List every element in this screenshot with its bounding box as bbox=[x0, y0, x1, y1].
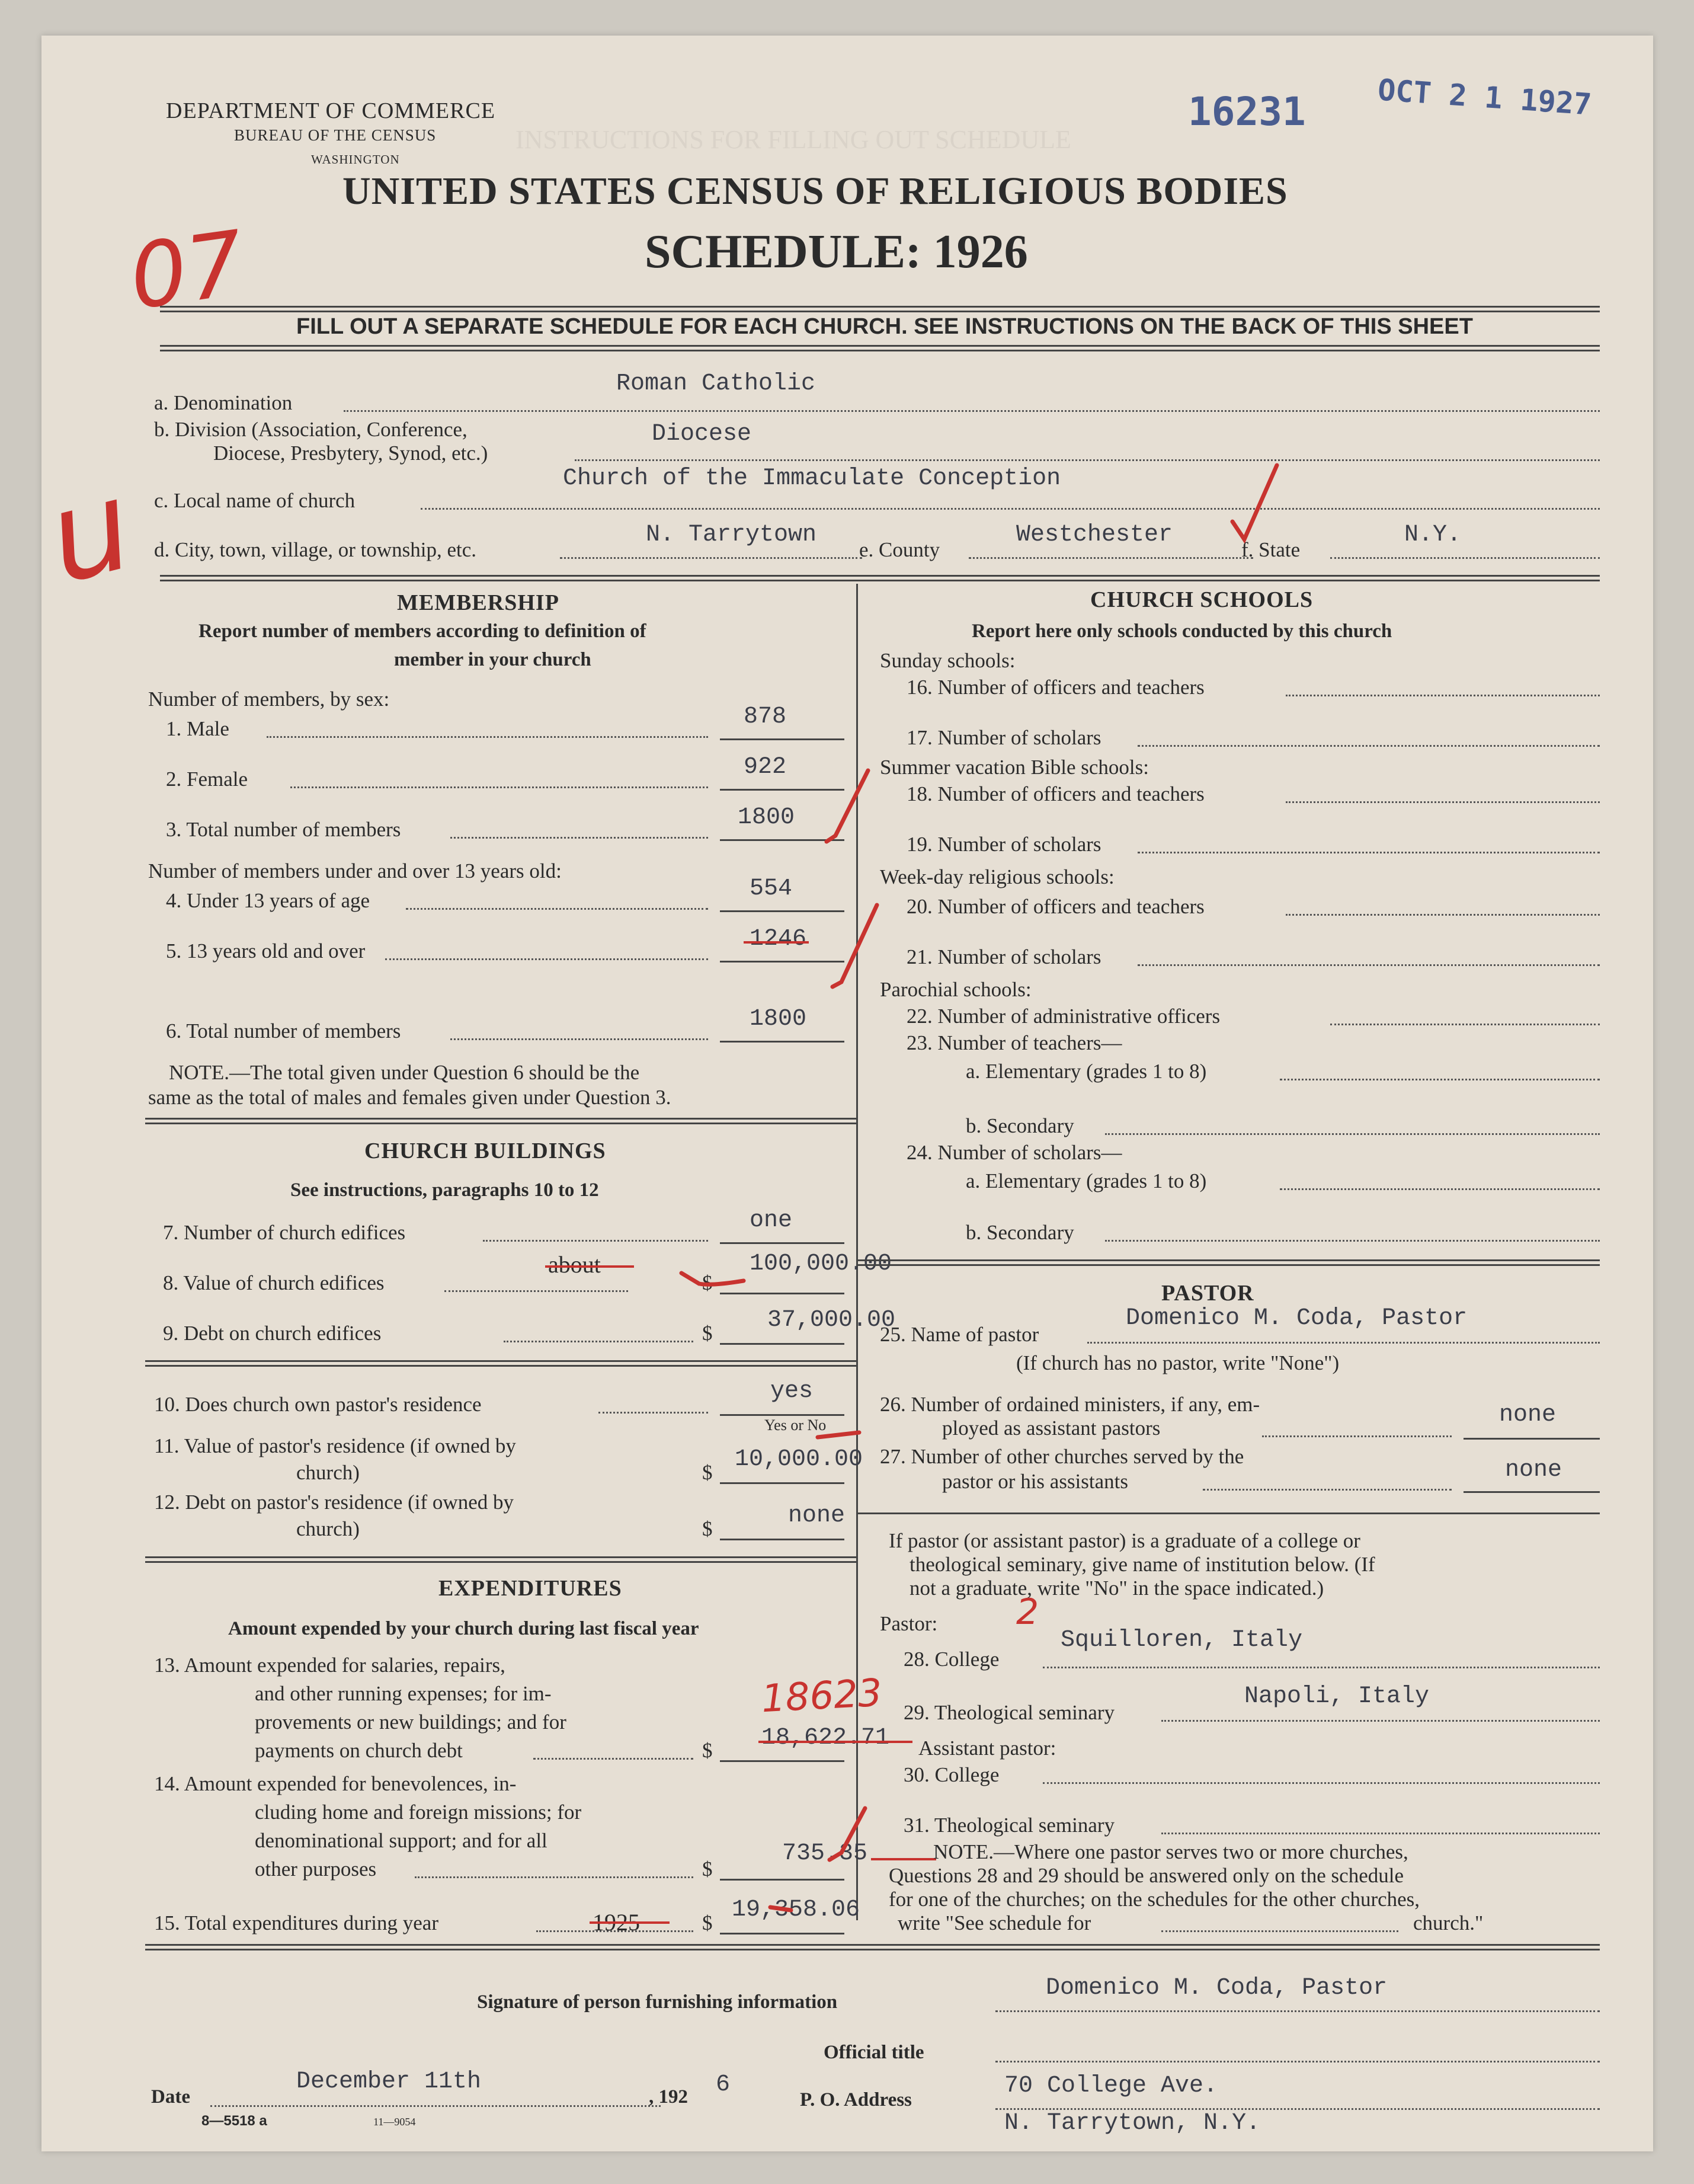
q29-leader bbox=[1161, 1720, 1600, 1722]
q26-value: none bbox=[1499, 1402, 1557, 1428]
q15-dollar: $ bbox=[702, 1911, 713, 1934]
year-digit: 6 bbox=[716, 2071, 731, 2098]
pastor-note-line2: Questions 28 and 29 should be answered only on the schedule bbox=[889, 1864, 1404, 1887]
city-label: WASHINGTON bbox=[311, 152, 400, 167]
q11-dollar: $ bbox=[702, 1461, 713, 1484]
q14-red-arrow bbox=[871, 1858, 936, 1860]
date-line bbox=[210, 2105, 661, 2107]
q4-answer-line bbox=[720, 910, 844, 912]
q27-line2: pastor or his assistants bbox=[942, 1470, 1129, 1493]
q11-label: 11. Value of pastor's residence (if owned by bbox=[154, 1434, 516, 1457]
signature-value: Domenico M. Coda, Pastor bbox=[1046, 1975, 1388, 2001]
q27-leader bbox=[1203, 1489, 1452, 1491]
q22-label: 22. Number of administrative officers bbox=[907, 1005, 1221, 1028]
q15-struck-year: 1925 bbox=[593, 1909, 640, 1936]
q26-leader bbox=[1262, 1435, 1452, 1437]
pastor-note-blank bbox=[1161, 1930, 1398, 1932]
assistant-pastor-label: Assistant pastor: bbox=[918, 1737, 1056, 1760]
membership-subtitle-cont: member in your church bbox=[394, 649, 591, 670]
county-value: Westchester bbox=[1016, 522, 1173, 548]
q28-value: Squilloren, Italy bbox=[1061, 1627, 1303, 1654]
q16-label: 16. Number of officers and teachers bbox=[907, 676, 1205, 699]
q3-answer-line bbox=[720, 839, 844, 841]
year-prefix: , 192 bbox=[649, 2086, 688, 2108]
q10-answer-line bbox=[720, 1414, 844, 1416]
q29-label: 29. Theological seminary bbox=[904, 1701, 1115, 1724]
schools-title: CHURCH SCHOOLS bbox=[1090, 587, 1314, 612]
footer-top-rule bbox=[145, 1944, 1600, 1950]
q10-label: 10. Does church own pastor's residence bbox=[154, 1393, 482, 1416]
members-by-sex: Number of members, by sex: bbox=[148, 688, 390, 711]
q11-value: 10,000.00 bbox=[735, 1446, 863, 1473]
q10-value: yes bbox=[770, 1378, 814, 1405]
q20-label: 20. Number of officers and teachers bbox=[907, 895, 1205, 918]
q1-leader bbox=[267, 736, 708, 738]
q23-label: 23. Number of teachers— bbox=[907, 1031, 1122, 1054]
q25-hint: (If church has no pastor, write "None") bbox=[1016, 1351, 1340, 1374]
q16-leader bbox=[1286, 695, 1600, 696]
q8-red-strike bbox=[545, 1265, 634, 1268]
denomination-line bbox=[344, 410, 1600, 412]
q9-answer-line bbox=[720, 1343, 844, 1345]
q22-leader bbox=[1330, 1024, 1600, 1025]
q13-dollar: $ bbox=[702, 1739, 713, 1762]
q10-leader bbox=[598, 1412, 708, 1414]
membership-bottom-rule bbox=[145, 1118, 856, 1124]
q31-leader bbox=[1161, 1833, 1600, 1834]
schedule-title: SCHEDULE: 1926 bbox=[645, 226, 1028, 278]
q2-leader bbox=[290, 786, 708, 788]
signature-label: Signature of person furnishing information bbox=[477, 1991, 838, 2013]
q11-label-cont: church) bbox=[296, 1461, 360, 1484]
local-name-label: c. Local name of church bbox=[154, 489, 356, 512]
q26-line2: ployed as assistant pastors bbox=[942, 1416, 1161, 1440]
q31-label: 31. Theological seminary bbox=[904, 1814, 1115, 1837]
po-address-line1: 70 College Ave. bbox=[1004, 2073, 1218, 2099]
division-label: b. Division (Association, Conference, bbox=[154, 418, 467, 441]
q14-leader bbox=[415, 1876, 693, 1878]
q12-value: none bbox=[788, 1502, 846, 1529]
census-schedule-sheet bbox=[34, 36, 1653, 2151]
ident-bottom-rule bbox=[160, 575, 1600, 581]
denomination-value: Roman Catholic bbox=[616, 370, 816, 397]
stamp-number: 16231 bbox=[1188, 89, 1306, 135]
pastor-mid-rule bbox=[856, 1513, 1600, 1514]
graduate-instruction-cont: theological seminary, give name of institution below. (If bbox=[910, 1553, 1375, 1576]
dept-label: DEPARTMENT OF COMMERCE bbox=[166, 98, 496, 123]
stamp-date: OCT 2 1 1927 bbox=[1376, 72, 1593, 122]
official-title-label: Official title bbox=[824, 2042, 924, 2063]
q20-leader bbox=[1286, 914, 1600, 916]
official-title-line bbox=[995, 2061, 1600, 2063]
q24a-leader bbox=[1280, 1188, 1600, 1190]
state-line bbox=[1330, 557, 1600, 559]
q1-label: 1. Male bbox=[166, 717, 229, 740]
q1-value: 878 bbox=[744, 704, 787, 730]
q21-leader bbox=[1138, 964, 1600, 966]
pastor-note-line4-end: church." bbox=[1413, 1911, 1484, 1934]
date-label: Date bbox=[151, 2086, 190, 2108]
q6-label: 6. Total number of members bbox=[166, 1019, 401, 1043]
q13-line2: and other running expenses; for im- bbox=[255, 1682, 552, 1705]
q13-leader bbox=[533, 1758, 693, 1760]
schools-subtitle: Report here only schools conducted by this church bbox=[972, 621, 1392, 642]
q17-label: 17. Number of scholars bbox=[907, 726, 1101, 749]
q24-label: 24. Number of scholars— bbox=[907, 1141, 1122, 1164]
q10-hint: Yes or No bbox=[764, 1416, 827, 1434]
print-number: 11—9054 bbox=[373, 2116, 416, 2128]
q13-red-strike bbox=[758, 1741, 912, 1743]
q5-label: 5. 13 years old and over bbox=[166, 939, 366, 963]
q25-value: Domenico M. Coda, Pastor bbox=[1126, 1305, 1468, 1332]
q8-label: 8. Value of church edifices bbox=[163, 1271, 385, 1294]
q13-value: 18,622.71 bbox=[761, 1725, 890, 1751]
weekday-schools-heading: Week-day religious schools: bbox=[880, 865, 1115, 888]
pastor-graduate-label: Pastor: bbox=[880, 1612, 938, 1635]
q4-leader bbox=[406, 908, 708, 910]
pastor-note: NOTE.—Where one pastor serves two or more churches, bbox=[933, 1840, 1408, 1863]
banner-bottom-rule bbox=[160, 345, 1600, 351]
q1-answer-line bbox=[720, 738, 844, 740]
q5-leader bbox=[385, 958, 708, 960]
q11-answer-line bbox=[720, 1482, 844, 1484]
q8-struck-text: about bbox=[548, 1251, 601, 1278]
q17-leader bbox=[1138, 745, 1600, 747]
q15-red-strike bbox=[590, 1921, 670, 1924]
q28-leader bbox=[1043, 1667, 1600, 1668]
q29-value: Napoli, Italy bbox=[1244, 1683, 1430, 1710]
q23a-label: a. Elementary (grades 1 to 8) bbox=[966, 1060, 1207, 1083]
q2-answer-line bbox=[720, 789, 844, 791]
pastor-note-line3: for one of the churches; on the schedules for the other churches, bbox=[889, 1888, 1420, 1911]
q26-line1: 26. Number of ordained ministers, if any, em- bbox=[880, 1393, 1260, 1416]
q7-leader bbox=[483, 1240, 708, 1242]
q6-leader bbox=[450, 1038, 708, 1040]
q4-label: 4. Under 13 years of age bbox=[166, 889, 370, 912]
membership-note-cont: same as the total of males and females given under Question 3. bbox=[148, 1086, 671, 1109]
bureau-label: BUREAU OF THE CENSUS bbox=[234, 126, 437, 144]
division-value: Diocese bbox=[652, 421, 752, 447]
q9-leader bbox=[504, 1341, 693, 1342]
expenditures-title: EXPENDITURES bbox=[438, 1576, 622, 1601]
q28-label: 28. College bbox=[904, 1648, 1000, 1671]
state-value: N.Y. bbox=[1404, 522, 1462, 548]
q27-value: none bbox=[1505, 1457, 1562, 1483]
membership-subtitle: Report number of members according to definition of bbox=[198, 621, 646, 642]
signature-line bbox=[995, 2010, 1600, 2012]
q8-value: 100,000.00 bbox=[750, 1251, 892, 1277]
buildings-mid-rule bbox=[145, 1360, 856, 1367]
q5-answer-line bbox=[720, 961, 844, 963]
q13-answer-line bbox=[720, 1760, 844, 1762]
q7-answer-line bbox=[720, 1242, 844, 1244]
q14-answer-line bbox=[720, 1879, 844, 1881]
red-margin-mark: 07 bbox=[123, 212, 251, 330]
q2-label: 2. Female bbox=[166, 768, 248, 791]
q25-leader bbox=[1087, 1342, 1600, 1344]
q8-dollar: $ bbox=[702, 1271, 713, 1294]
q15-label: 15. Total expenditures during year bbox=[154, 1911, 438, 1934]
q4-value: 554 bbox=[750, 875, 793, 902]
membership-title: MEMBERSHIP bbox=[397, 590, 559, 615]
state-label: f. State bbox=[1241, 538, 1301, 561]
q13-line3: provements or new buildings; and for bbox=[255, 1710, 566, 1734]
q14-line3: denominational support; and for all bbox=[255, 1829, 547, 1852]
q12-label-cont: church) bbox=[296, 1517, 360, 1540]
expenditures-subtitle: Amount expended by your church during last fiscal year bbox=[228, 1618, 699, 1639]
buildings-title: CHURCH BUILDINGS bbox=[364, 1139, 606, 1163]
q12-dollar: $ bbox=[702, 1517, 713, 1540]
q3-leader bbox=[450, 837, 708, 839]
q21-label: 21. Number of scholars bbox=[907, 945, 1101, 968]
q14-line4: other purposes bbox=[255, 1857, 377, 1881]
graduate-instruction-end: not a graduate, write "No" in the space indicated.) bbox=[910, 1577, 1324, 1600]
division-line bbox=[575, 459, 1600, 461]
po-address-line2: N. Tarrytown, N.Y. bbox=[1004, 2110, 1261, 2137]
city-town-value: N. Tarrytown bbox=[646, 522, 817, 548]
pastor-note-line4: write "See schedule for bbox=[898, 1911, 1091, 1934]
banner-top-rule bbox=[160, 306, 1600, 312]
q14-dollar: $ bbox=[702, 1857, 713, 1881]
q9-dollar: $ bbox=[702, 1322, 713, 1345]
form-number: 8—5518 a bbox=[201, 2113, 267, 2129]
q27-line1: 27. Number of other churches served by the bbox=[880, 1445, 1244, 1468]
q25-label: 25. Name of pastor bbox=[880, 1323, 1039, 1346]
q19-leader bbox=[1138, 852, 1600, 853]
graduate-instruction: If pastor (or assistant pastor) is a graduate of a college or bbox=[889, 1529, 1360, 1552]
q15-answer-line bbox=[720, 1933, 844, 1934]
city-town-line bbox=[560, 557, 862, 559]
q3-value: 1800 bbox=[738, 804, 795, 831]
local-name-value: Church of the Immaculate Conception bbox=[563, 465, 1061, 492]
q23b-leader bbox=[1105, 1133, 1600, 1135]
q15-value: 19,358.06 bbox=[732, 1897, 860, 1923]
sunday-schools-heading: Sunday schools: bbox=[880, 649, 1016, 672]
q13-line4: payments on church debt bbox=[255, 1739, 463, 1762]
buildings-subtitle: See instructions, paragraphs 10 to 12 bbox=[290, 1179, 599, 1201]
county-line bbox=[969, 557, 1253, 559]
q8-leader bbox=[444, 1290, 628, 1292]
q6-value: 1800 bbox=[750, 1006, 807, 1032]
q9-label: 9. Debt on church edifices bbox=[163, 1322, 382, 1345]
q6-answer-line bbox=[720, 1041, 844, 1043]
members-by-age: Number of members under and over 13 years old: bbox=[148, 859, 562, 882]
denomination-label: a. Denomination bbox=[154, 391, 293, 414]
summer-schools-heading: Summer vacation Bible schools: bbox=[880, 756, 1149, 779]
date-value: December 11th bbox=[296, 2068, 482, 2095]
parochial-schools-heading: Parochial schools: bbox=[880, 978, 1032, 1001]
q2-value: 922 bbox=[744, 754, 787, 781]
city-town-label: d. City, town, village, or township, etc. bbox=[154, 538, 477, 561]
membership-note: NOTE.—The total given under Question 6 should be the bbox=[169, 1061, 640, 1084]
q19-label: 19. Number of scholars bbox=[907, 833, 1101, 856]
county-label: e. County bbox=[859, 538, 940, 561]
q5-red-strike bbox=[744, 941, 809, 944]
q24a-label: a. Elementary (grades 1 to 8) bbox=[966, 1169, 1207, 1192]
q5-value: 1246 bbox=[750, 926, 807, 952]
schools-bottom-rule bbox=[856, 1259, 1600, 1266]
bleed-through-heading: INSTRUCTIONS FOR FILLING OUT SCHEDULE bbox=[515, 125, 1071, 154]
pastor-title: PASTOR bbox=[1161, 1281, 1254, 1306]
q14-value: 735.35 bbox=[782, 1840, 868, 1867]
q14-line1: 14. Amount expended for benevolences, in- bbox=[154, 1772, 517, 1795]
q26-answer-line bbox=[1464, 1438, 1600, 1440]
red-margin-letter: u bbox=[34, 452, 146, 612]
q7-value: one bbox=[750, 1207, 793, 1234]
q14-line2: cluding home and foreign missions; for bbox=[255, 1801, 582, 1824]
q23a-leader bbox=[1280, 1079, 1600, 1080]
pastor-red-mark: 2 bbox=[1016, 1591, 1039, 1633]
q8-answer-line bbox=[720, 1293, 844, 1294]
q13-handwritten-value: 18623 bbox=[760, 1671, 883, 1722]
q12-answer-line bbox=[720, 1539, 844, 1540]
banner-instruction: FILL OUT A SEPARATE SCHEDULE FOR EACH CHURCH. SEE INSTRUCTIONS ON THE BACK OF THIS SHEET bbox=[296, 314, 1473, 339]
q9-value: 37,000.00 bbox=[767, 1307, 896, 1334]
q3-label: 3. Total number of members bbox=[166, 818, 401, 841]
q30-leader bbox=[1043, 1782, 1600, 1784]
q27-answer-line bbox=[1464, 1491, 1600, 1493]
q18-leader bbox=[1286, 801, 1600, 803]
q7-label: 7. Number of church edifices bbox=[163, 1221, 406, 1244]
q23b-label: b. Secondary bbox=[966, 1114, 1074, 1137]
division-label-cont: Diocese, Presbytery, Synod, etc.) bbox=[213, 442, 488, 465]
q30-label: 30. College bbox=[904, 1763, 1000, 1786]
buildings-bottom-rule bbox=[145, 1556, 856, 1563]
q13-line1: 13. Amount expended for salaries, repairs, bbox=[154, 1654, 505, 1677]
q12-label: 12. Debt on pastor's residence (if owned by bbox=[154, 1491, 514, 1514]
q24b-leader bbox=[1105, 1240, 1600, 1242]
q18-label: 18. Number of officers and teachers bbox=[907, 782, 1205, 805]
form-title: UNITED STATES CENSUS OF RELIGIOUS BODIES bbox=[342, 170, 1288, 213]
q24b-label: b. Secondary bbox=[966, 1221, 1074, 1244]
local-name-line bbox=[421, 508, 1600, 510]
po-address-label: P. O. Address bbox=[800, 2089, 912, 2111]
